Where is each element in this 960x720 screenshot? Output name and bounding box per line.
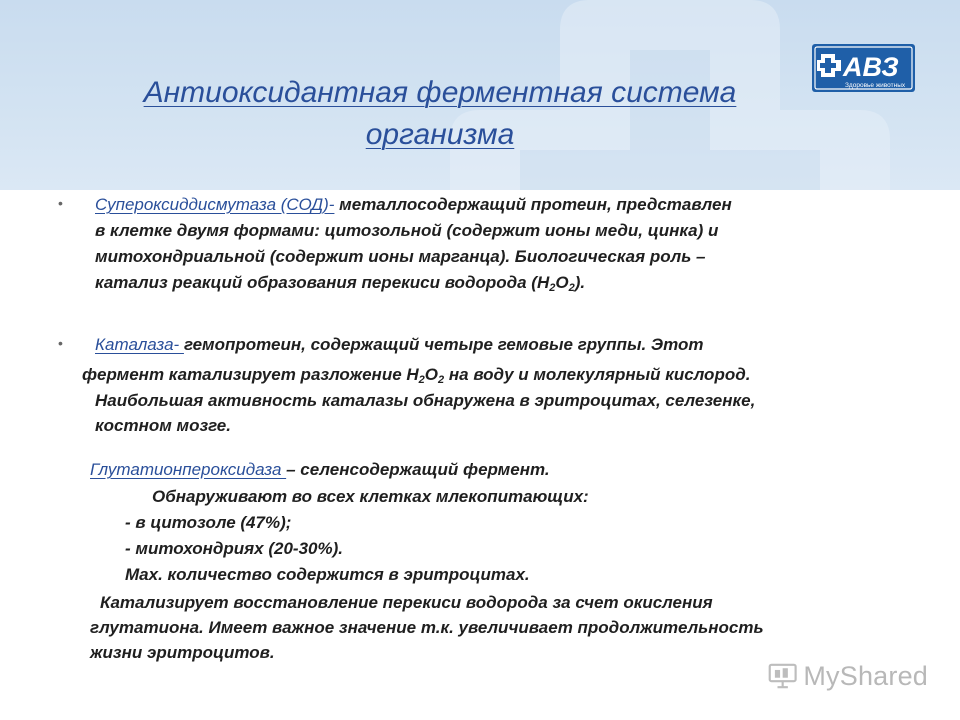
presentation-icon [768,661,797,691]
catalase-line-1: гемопротеин, содержащий четыре гемовые группы. Этот [183,335,704,354]
logo-tagline: Здоровье животных [845,82,906,89]
sod-line-3: митохондриальной (содержит ионы марганца). Биологическая роль – [95,247,706,266]
catalase-line-3: Наибольшая активность каталазы обнаружена в эритроцитах, селезенке, [95,391,756,410]
gpx-line-2: Обнаруживают во всех клетках млекопитающих: [152,487,589,506]
term-catalase: Каталаза- [95,335,184,354]
sod-line-2: в клетке двумя формами: цитозольной (содержит ионы меди, цинка) и [95,221,719,240]
title-line-1: Антиоксидантная ферментная система [143,76,737,109]
term-sod: Супероксиддисмутаза (СОД)- [95,195,335,214]
gpx-line-6: Катализирует восстановление перекиси водорода за счет окисления [100,593,713,612]
gpx-line-8: жизни эритроцитов. [90,643,275,662]
gpx-line-4: - митохондриях (20-30%). [125,539,343,558]
title-line-2: организма [365,118,515,151]
gpx-line-1: – селенсодержащий фермент. [286,460,550,479]
bullet-sod: • [58,195,63,211]
sod-line-4: катализ реакций образования перекиси водорода $(H_2O_2)$. [95,273,586,294]
bullet-catalase: • [58,335,63,351]
catalase-line-4: костном мозге. [95,416,231,435]
sod-line-1: металлосодержащий протеин, представлен [334,195,732,214]
gpx-line-3: - в цитозоле (47%); [125,513,292,532]
catalase-line-2: фермент катализирует разложение $H_2O_2$ на воду и молекулярный кислород. [82,365,751,386]
term-gpx: Глутатионпероксидаза [90,460,287,479]
gpx-line-5: Max. количество содержится в эритроцитах. [125,565,530,584]
watermark-text: MyShared [803,660,928,691]
gpx-line-7: глутатиона. Имеет важное значение т.к. увеличивает продолжительность [90,618,764,637]
myshared-watermark [768,656,928,696]
logo-text: АВЗ [843,52,899,82]
